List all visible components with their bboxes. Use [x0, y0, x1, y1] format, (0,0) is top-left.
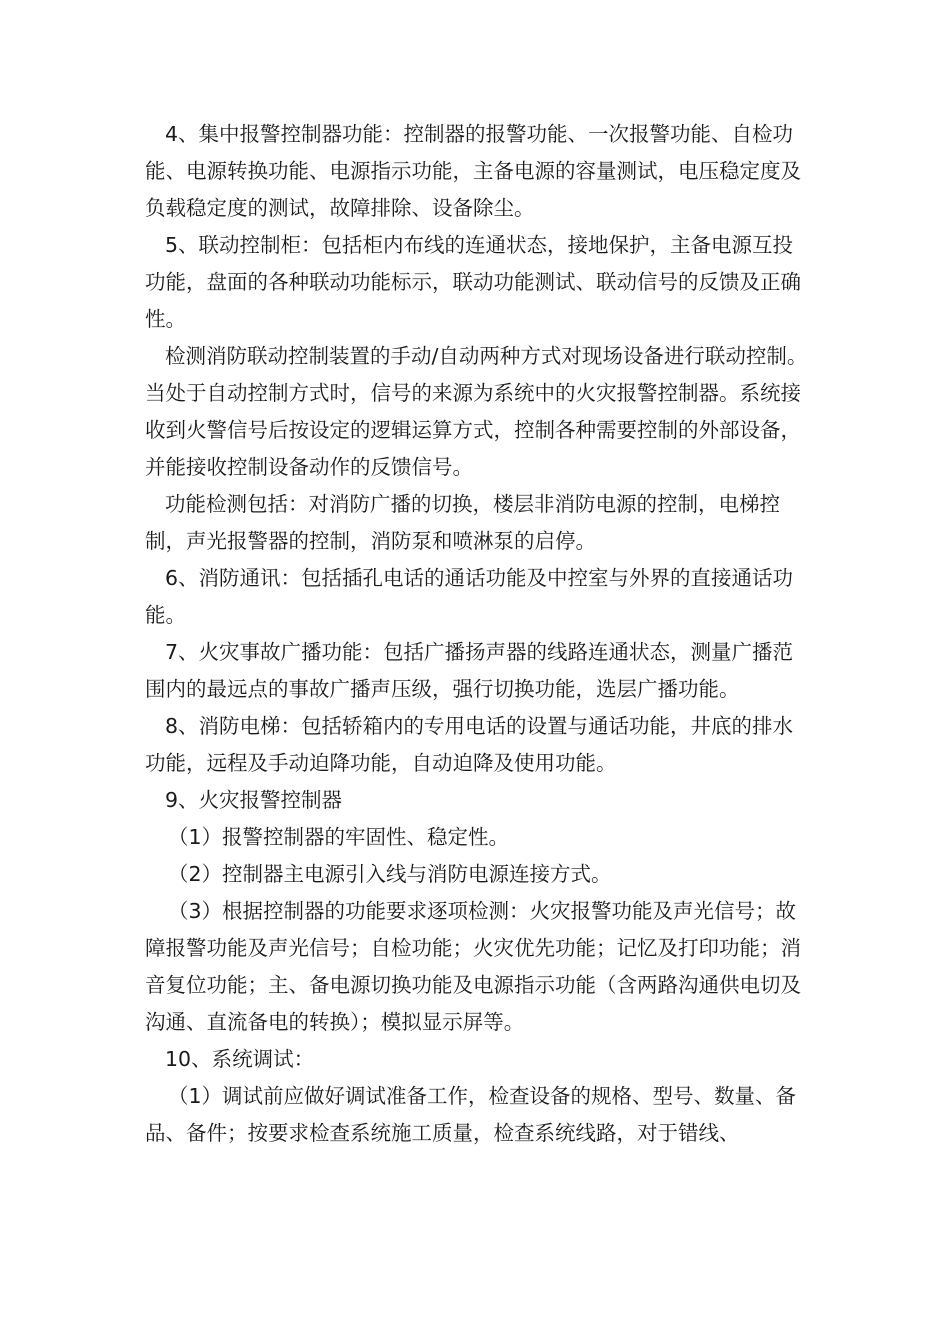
paragraph-item-8-fire-elevator: 8、消防电梯：包括轿箱内的专用电话的设置与通话功能，井底的排水功能，远程及手动迫降功能，自动迫降及使用功能。	[145, 714, 794, 775]
paragraph-item-6-fire-communication: 6、消防通讯：包括插孔电话的通话功能及中控室与外界的直接通话功能。	[145, 566, 794, 627]
paragraph-item-7-emergency-broadcast: 7、火灾事故广播功能：包括广播扬声器的线路连通状态，测量广播范围内的最远点的事故广播声压级，强行切换功能，选层广播功能。	[145, 640, 794, 701]
paragraph-item-9-sub-3: （3）根据控制器的功能要求逐项检测：火灾报警功能及声光信号；故障报警功能及声光信号；自检功能；火灾优先功能；记忆及打印功能；消音复位功能；主、备电源切换功能及电源指示功能（含两路沟通供电切及沟通、直流备电的转换）；模拟显示屏等。	[145, 899, 801, 1034]
paragraph-item-9-sub-2: （2）控制器主电源引入线与消防电源连接方式。	[168, 862, 612, 886]
paragraph-linkage-control-detection: 检测消防联动控制装置的手动/自动两种方式对现场设备进行联动控制。当处于自动控制方式时，信号的来源为系统中的火灾报警控制器。系统接收到火警信号后按设定的逻辑运算方式，控制各种需要控制的外部设备，并能接收控制设备动作的反馈信号。	[145, 344, 808, 479]
document-body	[145, 116, 810, 1152]
paragraph-item-10-heading: 10、系统调试：	[165, 1047, 315, 1071]
paragraph-item-9-heading: 9、火灾报警控制器	[165, 788, 343, 812]
paragraph-item-9-sub-1: （1）报警控制器的牢固性、稳定性。	[168, 825, 510, 849]
paragraph-function-detection: 功能检测包括：对消防广播的切换，楼层非消防电源的控制，电梯控制，声光报警器的控制，消防泵和喷淋泵的启停。	[145, 492, 780, 553]
paragraph-item-10-sub-1: （1）调试前应做好调试准备工作，检查设备的规格、型号、数量、备品、备件；按要求检查系统施工质量，检查系统线路，对于错线、	[145, 1084, 797, 1145]
paragraph-item-4-alarm-controller: 4、集中报警控制器功能：控制器的报警功能、一次报警功能、自检功能、电源转换功能、电源指示功能，主备电源的容量测试，电压稳定度及负载稳定度的测试，故障排除、设备除尘。	[145, 122, 801, 220]
paragraph-item-5-linkage-cabinet: 5、联动控制柜：包括柜内布线的连通状态，接地保护，主备电源互投功能，盘面的各种联动功能标示，联动功能测试、联动信号的反馈及正确性。	[145, 233, 801, 331]
